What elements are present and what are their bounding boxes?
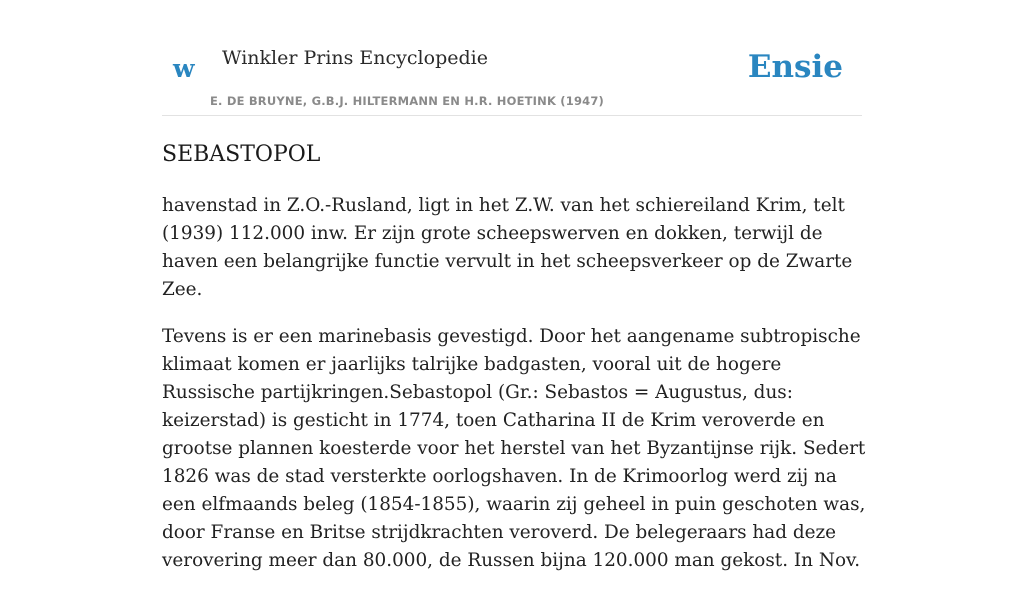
- article-body: [162, 192, 868, 594]
- site-header: [162, 38, 862, 116]
- article-headword: SEBASTOPOL: [162, 142, 321, 167]
- winkler-prins-logo[interactable]: w: [173, 54, 195, 83]
- article-paragraph: Tevens is er een marinebasis gevestigd. Door het aangename subtropische klimaat komen er jaarlijks talrijke badgasten, vooral uit de hogere Russische partijkringen.Sebastopol (Gr.: Sebastos = Augustus, dus: keizerstad) is gesticht in 1774, toen Catharina II de Krim veroverde en grootse plannen koesterde voor het herstel van het Byzantijnse rijk. Sedert 1826 was de stad versterkte oorlogshaven. In de Krimoorlog werd zij na een elfmaands beleg (1854-1855), waarin zij geheel in puin geschoten was, door Franse en Britse strijdkrachten veroverd. De belegeraars had deze verovering meer dan 80.000, de Russen bijna 120.000 man gekost. In Nov.: [162, 326, 866, 571]
- ensie-logo[interactable]: Ensie: [747, 49, 843, 85]
- encyclopedia-title[interactable]: Winkler Prins Encyclopedie: [222, 47, 488, 69]
- article-paragraph: havenstad in Z.O.-Rusland, ligt in het Z.W. van het schiereiland Krim, telt (1939) 112.000 inw. Er zijn grote scheepswerven en dokken, terwijl de haven een belangrijke functie vervult in het scheepsverkeer op de Zwarte Zee.: [162, 195, 853, 300]
- authors-line: E. DE BRUYNE, G.B.J. HILTERMANN EN H.R. HOETINK (1947): [210, 94, 605, 108]
